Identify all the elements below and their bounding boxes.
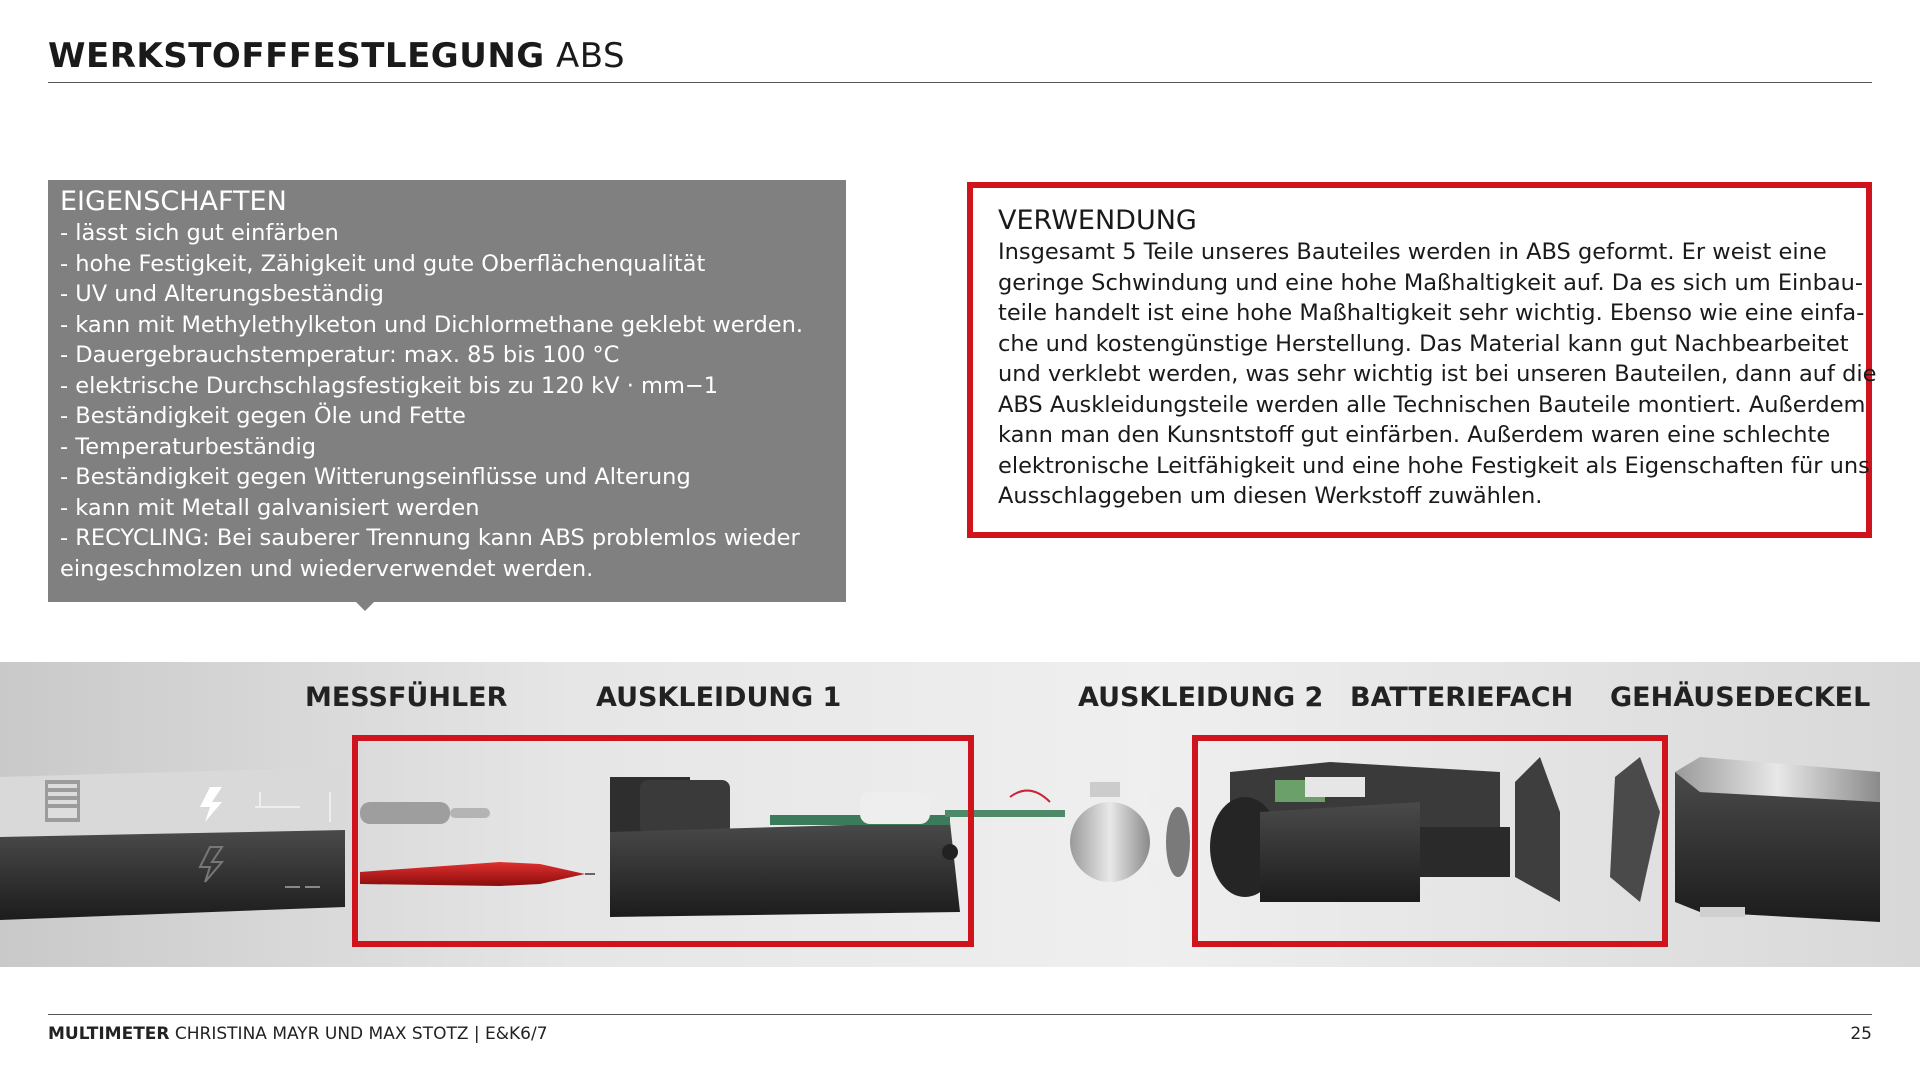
footer-divider — [48, 1014, 1872, 1015]
usage-panel — [967, 182, 1877, 538]
page-title — [48, 36, 625, 76]
usage-line: und verklebt werden, was sehr wichtig ist bei unseren Bauteilen, dann auf die — [998, 361, 1877, 387]
label-messfuehler: MESSFÜHLER — [305, 682, 508, 713]
properties-heading: EIGENSCHAFTEN — [60, 186, 287, 217]
header-divider — [48, 82, 1872, 83]
small-parts — [945, 782, 1190, 886]
usage-line: elektronische Leitfähigkeit und eine hohe Festigkeit als Eigenschaften für uns — [998, 452, 1870, 479]
footer-text — [48, 1024, 548, 1044]
highlight-probes-lining — [352, 735, 974, 947]
usage-line: ABS Auskleidungsteile werden alle Technischen Bauteile montiert. Außerdem — [998, 391, 1866, 418]
properties-panel — [48, 180, 846, 602]
usage-line: Insgesamt 5 Teile unseres Bauteiles werden in ABS geformt. Er weist eine — [998, 239, 1827, 265]
property-line: - UV und Alterungsbeständig — [60, 281, 384, 307]
label-auskleidung-1: AUSKLEIDUNG 1 — [596, 682, 842, 713]
property-line: - RECYCLING: Bei sauberer Trennung kann ABS problemlos wieder — [60, 525, 800, 551]
property-line: - Beständigkeit gegen Witterungseinflüsse und Alterung — [60, 464, 691, 490]
properties-pointer — [356, 602, 374, 611]
property-line: - elektrische Durchschlagsfestigkeit bis zu 120 kV · mm−1 — [60, 372, 719, 399]
footer-project: MULTIMETER — [48, 1024, 170, 1044]
label-batteriefach: BATTERIEFACH — [1350, 682, 1574, 713]
usage-heading: VERWENDUNG — [998, 205, 1197, 236]
highlight-battery-section — [1192, 735, 1668, 947]
footer-authors: CHRISTINA MAYR UND MAX STOTZ | E&K6/7 — [174, 1024, 548, 1044]
usage-line: geringe Schwindung und eine hohe Maßhaltigkeit auf. Da es sich um Einbau- — [998, 269, 1864, 296]
usage-line: teile handelt ist eine hohe Maßhaltigkeit sehr wichtig. Ebenso wie eine einfa- — [998, 300, 1865, 326]
property-line: - Beständigkeit gegen Öle und Fette — [60, 403, 466, 429]
property-line: eingeschmolzen und wiederverwendet werden. — [60, 555, 594, 582]
property-line: - lässt sich gut einfärben — [60, 220, 339, 246]
page-title-bold: WERKSTOFFFESTLEGUNG — [48, 36, 545, 76]
label-auskleidung-2: AUSKLEIDUNG 2 — [1078, 682, 1324, 713]
label-gehaeusedeckel: GEHÄUSEDECKEL — [1610, 682, 1871, 713]
housing-left — [0, 767, 345, 920]
page-title-light: ABS — [556, 36, 626, 76]
property-line: - kann mit Metall galvanisiert werden — [60, 494, 480, 521]
property-line: - Temperaturbeständig — [60, 433, 316, 460]
usage-line: che und kostengünstige Herstellung. Das Material kann gut Nachbearbeitet — [998, 330, 1849, 357]
property-line: - hohe Festigkeit, Zähigkeit und gute Oberflächenqualität — [60, 250, 706, 277]
usage-line: kann man den Kunsntstoff gut einfärben. Außerdem waren eine schlechte — [998, 422, 1831, 448]
page-number: 25 — [1850, 1024, 1872, 1044]
property-line: - Dauergebrauchstemperatur: max. 85 bis 100 °C — [60, 342, 620, 368]
usage-line: Ausschlaggeben um diesen Werkstoff zuwählen. — [998, 483, 1543, 509]
housing-cover — [1675, 757, 1880, 922]
property-line: - kann mit Methylethylketon und Dichlormethane geklebt werden. — [60, 311, 804, 338]
